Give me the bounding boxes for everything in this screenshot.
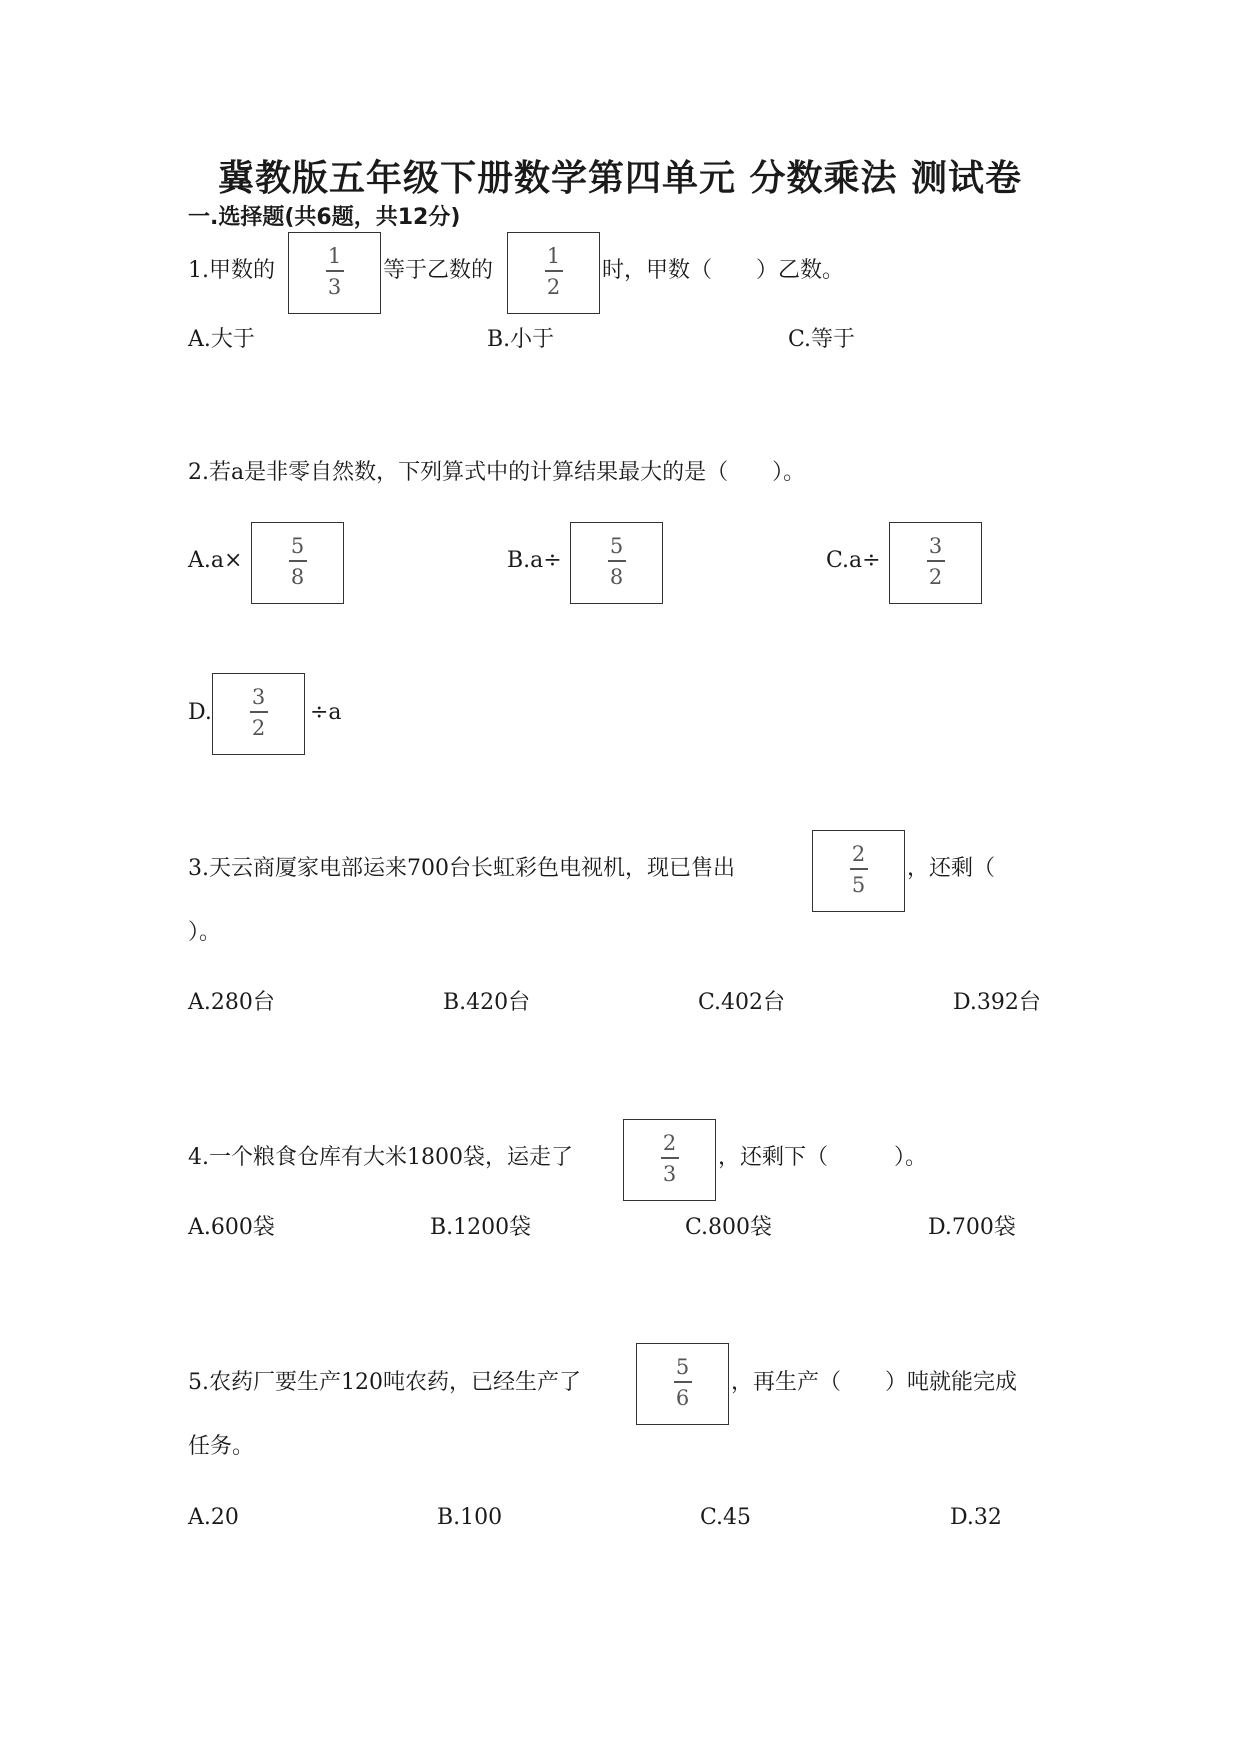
question-text: 3.天云商厦家电部运来700台长虹彩色电视机，现已售出	[188, 856, 735, 881]
option-a[interactable]: A.20	[188, 1505, 239, 1530]
fraction-box	[251, 522, 344, 604]
denominator: 5	[851, 872, 866, 897]
numerator: 2	[851, 842, 866, 866]
fraction	[289, 243, 380, 300]
numerator: 5	[290, 534, 305, 558]
option-b[interactable]: B.100	[437, 1505, 503, 1530]
fraction-box	[636, 1343, 729, 1425]
fraction-box	[570, 522, 663, 604]
fraction-box	[212, 673, 305, 755]
option-b[interactable]: B.1200袋	[430, 1215, 532, 1240]
denominator: 8	[609, 564, 624, 589]
option-prefix: D.	[188, 700, 212, 725]
fraction-bar	[289, 560, 307, 562]
page-title: 冀教版五年级下册数学第四单元 分数乘法 测试卷	[217, 158, 1023, 199]
fraction-box	[623, 1119, 716, 1201]
option-a[interactable]: A.280台	[188, 990, 275, 1015]
option-c[interactable]: C.45	[700, 1505, 752, 1530]
fraction	[637, 1354, 728, 1411]
option-prefix: C.a÷	[826, 548, 881, 573]
denominator: 2	[546, 274, 561, 299]
option-d[interactable]: D.700袋	[928, 1215, 1016, 1240]
fraction-bar	[674, 1381, 692, 1383]
question-text: ，再生产（ ）吨就能完成	[731, 1370, 1018, 1395]
denominator: 6	[675, 1385, 690, 1410]
fraction-box	[889, 522, 982, 604]
fraction	[213, 684, 304, 741]
option-a[interactable]: A.600袋	[188, 1215, 275, 1240]
fraction-box	[507, 232, 600, 314]
numerator: 5	[675, 1355, 690, 1379]
option-c[interactable]: C.等于	[788, 327, 856, 352]
fraction	[508, 243, 599, 300]
fraction	[571, 533, 662, 590]
numerator: 2	[662, 1131, 677, 1155]
numerator: 5	[609, 534, 624, 558]
question-text: 等于乙数的	[383, 258, 494, 283]
question-text: 时，甲数（ ）乙数。	[602, 258, 845, 283]
option-d[interactable]: D.392台	[953, 990, 1041, 1015]
question-text: ，还剩下（ ）。	[718, 1145, 928, 1170]
fraction-box	[288, 232, 381, 314]
option-a[interactable]: A.大于	[188, 327, 255, 352]
denominator: 2	[251, 715, 266, 740]
denominator: 3	[327, 274, 342, 299]
fraction-bar	[545, 270, 563, 272]
question-text: 4.一个粮食仓库有大米1800袋，运走了	[188, 1145, 573, 1170]
question-text: 5.农药厂要生产120吨农药，已经生产了	[188, 1370, 581, 1395]
fraction	[813, 841, 904, 898]
fraction-box	[812, 830, 905, 912]
fraction-bar	[850, 868, 868, 870]
option-c[interactable]: C.402台	[698, 990, 786, 1015]
question-text: 2.若a是非零自然数，下列算式中的计算结果最大的是（ ）。	[188, 460, 806, 485]
option-suffix: ÷a	[310, 700, 342, 725]
fraction-bar	[661, 1157, 679, 1159]
fraction	[624, 1130, 715, 1187]
denominator: 3	[662, 1161, 677, 1186]
option-prefix: B.a÷	[507, 548, 562, 573]
question-text: 1.甲数的	[188, 258, 275, 283]
question-text: ）。	[188, 920, 222, 945]
fraction-bar	[608, 560, 626, 562]
fraction-bar	[326, 270, 344, 272]
question-text: 任务。	[188, 1434, 255, 1459]
option-c[interactable]: C.800袋	[685, 1215, 773, 1240]
numerator: 1	[546, 244, 561, 268]
option-b[interactable]: B.小于	[487, 327, 555, 352]
option-b[interactable]: B.420台	[443, 990, 531, 1015]
numerator: 1	[327, 244, 342, 268]
denominator: 8	[290, 564, 305, 589]
option-d[interactable]: D.32	[950, 1505, 1002, 1530]
denominator: 2	[928, 564, 943, 589]
fraction	[890, 533, 981, 590]
fraction-bar	[927, 560, 945, 562]
fraction	[252, 533, 343, 590]
numerator: 3	[928, 534, 943, 558]
section-heading: 一.选择题(共6题，共12分)	[188, 205, 461, 230]
fraction-bar	[250, 711, 268, 713]
question-text: ，还剩（	[907, 856, 996, 881]
option-prefix: A.a×	[188, 548, 243, 573]
numerator: 3	[251, 685, 266, 709]
